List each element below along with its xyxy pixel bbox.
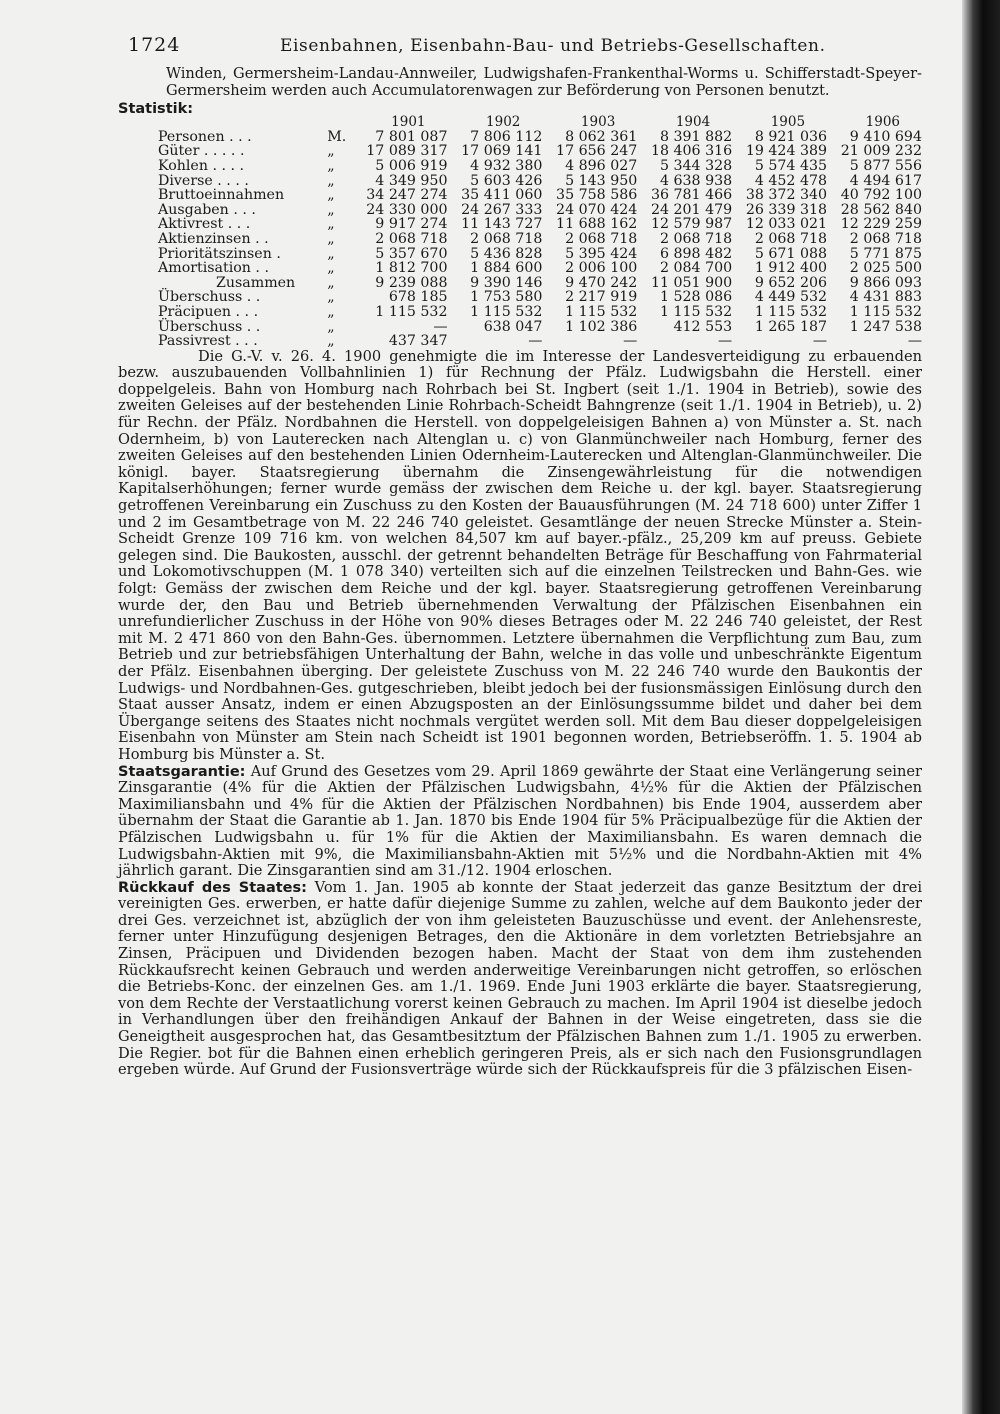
stat-cell: 12 229 259	[840, 216, 922, 233]
stat-cell: 5 771 875	[849, 245, 922, 262]
stat-cell: 1 115 532	[565, 303, 638, 320]
stat-cell: 1 812 700	[375, 260, 448, 277]
stat-row	[158, 290, 922, 305]
stat-row-unit: „	[327, 172, 335, 189]
stat-cell: 24 201 479	[650, 201, 733, 218]
stat-cell: 11 143 727	[461, 216, 543, 233]
stat-cell: 8 062 361	[565, 128, 638, 145]
stat-cell: 40 792 100	[840, 187, 922, 204]
stat-cell: 8 391 882	[659, 128, 733, 145]
stat-row-label: Güter . . . . .	[158, 143, 245, 160]
stat-cell: 11 051 900	[650, 274, 733, 291]
year-header: 1902	[486, 114, 521, 131]
stat-row	[158, 305, 922, 320]
stat-cell: 2 068 718	[470, 230, 543, 247]
stat-row-label: Diverse . . . .	[158, 172, 249, 189]
stat-cell: 412 553	[673, 318, 733, 335]
stat-cell: 5 671 088	[754, 245, 828, 262]
stat-row-label: Passivrest . . .	[158, 333, 258, 350]
stat-row-unit: „	[327, 216, 335, 233]
stat-cell: 28 562 840	[840, 201, 922, 218]
stat-row-unit: „	[327, 143, 335, 160]
stat-cell: 34 247 274	[366, 187, 448, 204]
stat-cell: 7 801 087	[375, 128, 448, 145]
stat-row-unit: M.	[327, 128, 347, 145]
stat-row-unit: „	[327, 230, 335, 247]
stat-cell: 4 452 478	[754, 172, 828, 189]
year-header: 1903	[580, 114, 616, 131]
stat-cell: —	[528, 333, 543, 350]
stat-row	[158, 174, 922, 189]
stat-cell: 9 652 206	[754, 274, 828, 291]
stat-cell: 5 357 670	[375, 245, 448, 262]
stat-row	[158, 232, 922, 247]
stat-row-label: Zusammen	[216, 274, 296, 291]
stat-row-label: Kohlen . . . .	[158, 157, 245, 174]
stat-cell: 38 372 340	[745, 187, 828, 204]
rueckkauf-label: Rückkauf des Staates:	[118, 879, 307, 896]
stat-cell: 2 217 919	[565, 289, 638, 306]
stat-cell: 1 265 187	[754, 318, 828, 335]
stat-cell: 5 395 424	[565, 245, 638, 262]
stat-row-unit: „	[327, 274, 335, 291]
stat-row-label: Ausgaben . . .	[158, 201, 256, 218]
stat-cell: 4 932 380	[470, 157, 543, 174]
stat-cell: 9 470 242	[565, 274, 638, 291]
stat-cell: —	[812, 333, 828, 350]
stat-cell: 4 638 938	[659, 172, 733, 189]
stat-cell: 9 917 274	[375, 216, 448, 233]
stat-cell: 1 115 532	[659, 303, 733, 320]
stat-cell: 5 344 328	[659, 157, 733, 174]
stat-cell: 437 347	[388, 333, 448, 350]
stat-row-label: Präcipuen . . .	[158, 303, 259, 320]
stat-row-label: Personen . . .	[158, 128, 252, 145]
stat-cell: 26 339 318	[745, 201, 828, 218]
stat-row-unit: „	[327, 260, 335, 277]
stat-row	[158, 320, 922, 335]
year-header-spacer	[158, 115, 353, 130]
stat-cell: 17 089 317	[366, 143, 448, 160]
stat-cell: 1 753 580	[470, 289, 543, 306]
stat-cell: 1 115 532	[470, 303, 543, 320]
stat-cell: 9 410 694	[849, 128, 922, 145]
stat-cell: 678 185	[388, 289, 448, 306]
stat-cell: 9 866 093	[849, 274, 922, 291]
staatsgarantie-label: Staatsgarantie:	[118, 763, 246, 780]
statistik-heading: Statistik:	[118, 101, 194, 118]
stat-cell: 1 912 400	[754, 260, 828, 277]
stat-cell: 5 603 426	[470, 172, 543, 189]
rueckkauf-text: Vom 1. Jan. 1905 ab konnte der Staat jederzeit das ganze Besitztum der drei vereinigten Ges. erwerben, er hatte dafür diejenige Summe zu zahlen, welche auf dem Baukonto jeder der drei Ges. verzeichnet ist, abzüglich der von ihm geleisteten Bauzuschüsse und event. der Anlehensreste, ferner unter Hinzufügung desjenigen Betrages, den die Aktionäre in dem vorletzten Betriebsjahre an Zinsen, Präcipuen und Dividenden bezogen haben. Macht der Staat von dem ihm zustehenden Rückkaufsrecht keinen Gebrauch und werden anderweitige Vereinbarungen nicht getroffen, so erlöschen die Betriebs-Konc. der einzelnen Ges. am 1./1. 1969. Ende Juni 1903 erklärte die bayer. Staatsregierung, von dem Rechte der Verstaatlichung vorerst keinen Gebrauch zu machen. Im April 1904 ist dieselbe jedoch in Verhandlungen über den freihändigen Ankauf der Bahnen in der Weise eingetreten, dass sie die Geneigtheit ausgesprochen hat, das Gesamtbesitztum der Pfälzischen Bahnen zum 1./1. 1905 zu erwerben. Die Regier. bot für die Bahnen einen erheblich geringeren Preis, als er sich nach den Fusionsgrundlagen ergeben würde. Auf Grund der Fusionsverträge würde sich der Rückkaufspreis für die 3 pfälzischen Eisen-	[118, 878, 923, 1079]
running-header	[118, 28, 922, 66]
stat-row-label: Amortisation . .	[158, 260, 269, 277]
stat-row-unit: „	[327, 333, 335, 350]
stat-row-label: Prioritätszinsen .	[158, 245, 281, 262]
year-header: 1906	[865, 114, 900, 131]
stat-cell: 17 656 247	[556, 143, 638, 160]
stat-row-label: Überschuss . .	[158, 318, 261, 335]
stat-cell: 5 006 919	[375, 157, 448, 174]
stat-cell: 7 806 112	[470, 128, 543, 145]
stat-cell: 18 406 316	[650, 143, 733, 160]
stat-cell: 5 574 435	[754, 157, 828, 174]
page-edge-shadow	[962, 0, 1000, 1414]
stat-cell: 1 115 532	[849, 303, 922, 320]
stat-row	[158, 217, 922, 232]
stat-cell: 9 239 088	[375, 274, 448, 291]
stat-cell: 1 115 532	[375, 303, 448, 320]
stat-cell: 1 102 386	[565, 318, 638, 335]
stat-row	[158, 144, 922, 159]
stat-cell: 2 068 718	[754, 230, 828, 247]
stat-cell: 2 006 100	[565, 260, 638, 277]
stat-cell: 12 579 987	[650, 216, 733, 233]
document-page	[118, 28, 922, 1079]
stat-cell: 2 068 718	[565, 230, 638, 247]
rueckkauf-section	[118, 880, 922, 1079]
stat-row-unit: „	[327, 303, 335, 320]
stat-cell: 4 449 532	[754, 289, 828, 306]
stat-cell: 1 884 600	[470, 260, 543, 277]
stat-row	[158, 159, 922, 174]
stat-row-label: Aktivrest . . .	[158, 216, 251, 233]
stat-row-unit: „	[327, 318, 335, 335]
stat-cell: 4 349 950	[375, 172, 448, 189]
stat-row-label: Bruttoeinnahmen	[158, 187, 285, 204]
stat-row	[158, 261, 922, 276]
stat-cell: 11 688 162	[556, 216, 638, 233]
running-title: Eisenbahnen, Eisenbahn-Bau- und Betriebs-Gesellschaften.	[280, 36, 826, 56]
year-header: 1905	[770, 114, 806, 131]
staatsgarantie-section	[118, 764, 922, 880]
stat-cell: 1 247 538	[849, 318, 922, 335]
stat-cell: 5 436 828	[470, 245, 543, 262]
stat-row-unit: „	[327, 201, 335, 218]
intro-paragraph: Winden, Germersheim-Landau-Annweiler, Ludwigshafen-Frankenthal-Worms u. Schifferstadt-Speyer-Germersheim werden auch Accumulatorenwagen zur Beförderung von Personen benutzt.	[166, 65, 922, 99]
stat-cell: 19 424 389	[745, 143, 828, 160]
body-paragraph: Die G.-V. v. 26. 4. 1900 genehmigte die im Interesse der Landesverteidigung zu erbauenden bezw. auszubauenden Vollbahnlinien 1) für Rechnung der Pfälz. Ludwigsbahn die Herstell. einer doppelgeleis. Bahn von Homburg nach Rohrbach bei St. Ingbert (seit 1./1. 1904 in Betrieb), sowie des zweiten Geleises auf der bestehenden Linie Rohrbach-Scheidt Bahngrenze (seit 1./1. 1904 in Betrieb), u. 2) für Rechn. der Pfälz. Nordbahnen die Herstell. von doppelgeleisigen Bahnen a) von Münster a. St. nach Odernheim, b) von Lauterecken nach Altenglan u. c) von Glanmünchweiler nach Homburg, ferner des zweiten Geleises auf den bestehenden Linien Odernheim-Lauterecken und Altenglan-Glanmünchweiler. Die königl. bayer. Staatsregierung übernahm die Zinsengewährleistung für die notwendigen Kapitalserhöhungen; ferner wurde gemäss der zwischen dem Reiche u. der kgl. bayer. Staatsregierung getroffenen Vereinbarung ein Zuschuss zu den Kosten der Bauausführungen (M. 24 718 600) unter Ziffer 1 und 2 im Gesamtbetrage von M. 22 246 740 geleistet. Gesamtlänge der neuen Strecke Münster a. Stein-Scheidt Grenze 109 716 km. von welchen 84,507 km auf bayer.-pfälz., 25,209 km auf preuss. Gebiete gelegen sind. Die Baukosten, ausschl. der getrennt behandelten Beträge für Beschaffung von Fahrmaterial und Lokomotivschuppen (M. 1 078 340) verteilten sich auf die einzelnen Teilstrecken und Bahn-Ges. wie folgt: Gemäss der zwischen dem Reiche und der kgl. bayer. Staatsregierung getroffenen Vereinbarung wurde der, den Bau und Betrieb übernehmenden Verwaltung der Pfälzischen Eisenbahnen ein unrefundierlicher Zuschuss in der Höhe von 90% dieses Betrages oder M. 22 246 740 geleistet, der Rest mit M. 2 471 860 von den Bahn-Ges. übernommen. Letztere übernahmen die Verpflichtung zum Bau, zum Betrieb und zur betriebsfähigen Unterhaltung der Bahn, welche in das volle und unbeschränkte Eigentum der Pfälz. Eisenbahnen überging. Der geleistete Zuschuss von M. 22 246 740 wurde den Baukontis der Ludwigs- und Nordbahnen-Ges. gutgeschrieben, bleibt jedoch bei der fusionsmässigen Einlösung durch den Staat ausser Ansatz, indem er einen Abzugsposten an der Einlösungssumme bildet und daher bei dem Übergange seitens des Staates nicht nochmals vergütet werden soll. Mit dem Bau dieser doppelgeleisigen Eisenbahn von Münster am Stein nach Scheidt ist 1901 begonnen worden, Betriebseröffn. 1. 5. 1904 ab Homburg bis Münster a. St.	[118, 347, 922, 763]
stat-cell: 24 267 333	[461, 201, 543, 218]
stat-row-unit: „	[327, 157, 335, 174]
stat-cell: —	[623, 333, 638, 350]
stat-cell: 1 528 086	[659, 289, 733, 306]
stat-row	[158, 203, 922, 218]
stat-cell: 12 033 021	[745, 216, 828, 233]
stat-cell: —	[907, 333, 922, 350]
stat-cell: 24 330 000	[366, 201, 448, 218]
stat-row	[158, 276, 922, 291]
stat-row-unit: „	[327, 289, 335, 306]
stat-cell: 2 068 718	[659, 230, 733, 247]
stat-row-label: Überschuss . .	[158, 289, 261, 306]
year-header: 1904	[675, 114, 711, 131]
stat-row	[158, 334, 922, 349]
stat-cell: 8 921 036	[754, 128, 828, 145]
stat-cell: 4 896 027	[565, 157, 638, 174]
stat-cell: 5 877 556	[849, 157, 922, 174]
staatsgarantie-text: Auf Grund des Gesetzes vom 29. April 1869 gewährte der Staat eine Verlängerung seiner Zinsgarantie (4% für die Aktien der Pfälzischen Ludwigsbahn, 4½% für die Aktien der Pfälzischen Maximiliansbahn und 4% für die Aktien der Pfälzischen Nordbahnen) bis Ende 1904, ausserdem aber übernahm der Staat die Garantie ab 1. Jan. 1870 bis Ende 1904 für 5% Präcipualbezüge für die Aktien der Pfälzischen Ludwigsbahn u. für 1% für die Aktien der Maximiliansbahn. Es waren demnach die Ludwigsbahn-Aktien mit 9%, die Maximiliansbahn-Aktien mit 5½% und die Nordbahn-Aktien mit 4% jährlich garant. Die Zinsgarantien sind am 31./12. 1904 erloschen.	[118, 762, 922, 880]
stat-cell: 4 494 617	[849, 172, 922, 189]
statistik-table	[158, 115, 922, 349]
stat-cell: 35 758 586	[556, 187, 638, 204]
stat-row-unit: „	[327, 245, 335, 262]
stat-cell: 2 025 500	[849, 260, 922, 277]
stat-row	[158, 130, 922, 145]
stat-cell: 5 143 950	[565, 172, 638, 189]
stat-cell: —	[433, 318, 448, 335]
stat-cell: —	[717, 333, 733, 350]
stat-cell: 21 009 232	[840, 143, 922, 160]
stat-cell: 36 781 466	[650, 187, 733, 204]
stat-cell: 35 411 060	[461, 187, 543, 204]
stat-cell: 9 390 146	[470, 274, 543, 291]
stat-row	[158, 247, 922, 262]
stat-cell: 2 068 718	[849, 230, 922, 247]
stat-row-unit: „	[327, 187, 335, 204]
stat-row	[158, 188, 922, 203]
stat-row-label: Aktienzinsen . .	[158, 230, 269, 247]
stat-cell: 2 068 718	[375, 230, 448, 247]
stat-cell: 24 070 424	[556, 201, 638, 218]
stat-cell: 4 431 883	[849, 289, 922, 306]
year-header: 1901	[391, 114, 426, 131]
stat-cell: 1 115 532	[754, 303, 828, 320]
page-number: 1724	[128, 34, 181, 56]
stat-cell: 17 069 141	[461, 143, 543, 160]
stat-cell: 638 047	[483, 318, 543, 335]
stat-cell: 2 084 700	[659, 260, 733, 277]
year-header-row	[158, 115, 922, 130]
stat-cell: 6 898 482	[659, 245, 733, 262]
